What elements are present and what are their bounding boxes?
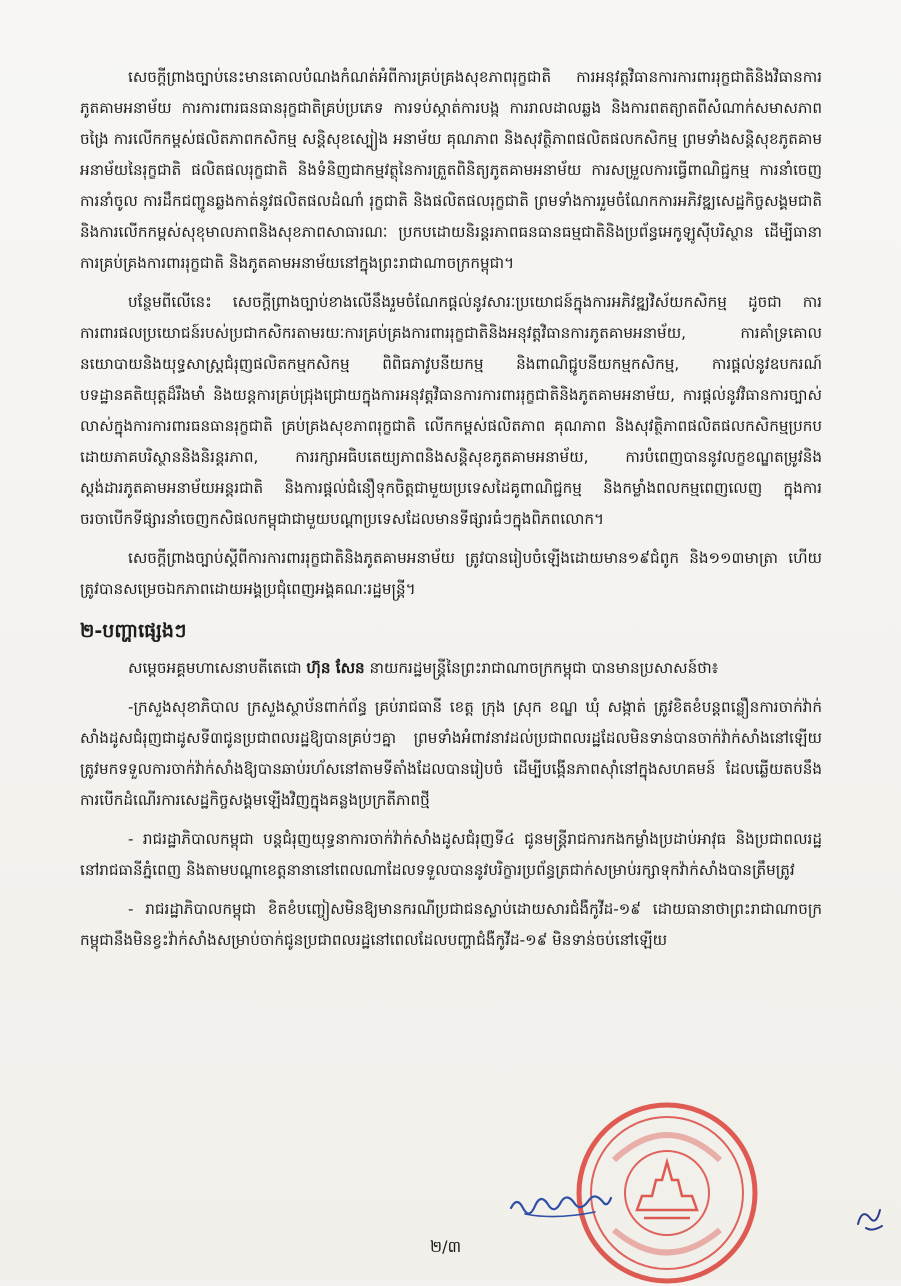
bullet-item: - រាជរដ្ឋាភិបាលកម្ពុជា បន្តជំរុញយុទ្ធនាការចាក់វ៉ាក់សាំងដូសជំរុញទី៤ ជូនមន្ត្រីរាជការកងកម្លាំងប្រដាប់អាវុធ និងប្រជាពលរដ្ឋនៅរាជធានីភ្នំពេញ និងតាមបណ្តាខេត្តនានានៅពេលណាដែលទទួលបាននូវបរិក្ខារប្រព័ន្ធត្រជាក់សម្រាប់រក្សាទុកវ៉ាក់សាំងបានត្រឹមត្រូវ [80, 830, 822, 879]
page-number: ២/៣ [430, 1237, 462, 1256]
paragraph-intro [80, 653, 822, 684]
signature-icon [505, 1178, 615, 1228]
prime-minister-name: ហ៊ុន សែន [306, 659, 365, 677]
paragraph-purpose: សេចក្តីព្រាងច្បាប់នេះមានគោលបំណងកំណត់អំពីការគ្រប់គ្រងសុខភាពរុក្ខជាតិ ការអនុវត្តវិធានការការពាររុក្ខជាតិនិងវិធានការភូតគាមអនាម័យ ការការពារធនធានរុក្ខជាតិគ្រប់ប្រភេទ ការទប់ស្កាត់ការបង្ក ការរាលដាលឆ្លង និងការពតត្យាតពីសំណាក់សមាសភាពចង្រៃ ការលើកកម្ពស់ផលិតភាពកសិកម្ម សន្តិសុខស្បៀង អនាម័យ គុណភាព និងសុវត្ថិភាពផលិតផលកសិកម្ម ព្រមទាំងសន្តិសុខភូតគាមអនាម័យនៃរុក្ខជាតិ ផលិតផលរុក្ខជាតិ និងទំនិញជាកម្មវត្ថុនៃការត្រួតពិនិត្យភូតគាមអនាម័យ ការសម្រួលការធ្វើពាណិជ្ជកម្ម ការនាំចេញ ការនាំចូល ការដឹកជញ្ជូនឆ្លងកាត់នូវផលិតផលដំណាំ រុក្ខជាតិ និងផលិតផលរុក្ខជាតិ ព្រមទាំងការរួមចំណែកការអភិវឌ្ឍសេដ្ឋកិច្ចសង្គមជាតិនិងការលើកកម្ពស់សុខុមាលភាពនិងសុខភាពសាធារណៈ ប្រកបដោយនិរន្តរភាពធនធានធម្មជាតិនិងប្រព័ន្ធអេកូឡូស៊ីបរិស្ថាន ដើម្បីធានាការគ្រប់គ្រងការពាររុក្ខជាតិ និងភូតគាមអនាម័យនៅក្នុងព្រះរាជាណាចក្រកម្ពុជា។ [80, 68, 822, 272]
bullet-item: - រាជរដ្ឋាភិបាលកម្ពុជា ខិតខំបញ្ចៀសមិនឱ្យមានករណីប្រជាជនស្លាប់ដោយសារជំងឺកូវីដ-១៩ ដោយធានាថាព្រះរាជាណាចក្រកម្ពុជានឹងមិនខ្វះវ៉ាក់សាំងសម្រាប់ចាក់ជូនប្រជាពលរដ្ឋនៅពេលដែលបញ្ហាជំងឺកូវីដ-១៩ មិនទាន់ចប់នៅឡើយ [80, 900, 822, 949]
intro-after: នាយករដ្ឋមន្ត្រីនៃព្រះរាជាណាចក្រកម្ពុជា បានមានប្រសាសន៍ថា៖ [369, 659, 719, 677]
initials-icon [852, 1196, 888, 1236]
section-heading: ២-បញ្ហាផ្សេងៗ [80, 620, 187, 642]
document-body [80, 62, 822, 964]
bullet-item: -ក្រសួងសុខាភិបាល ក្រសួងស្ថាប័នពាក់ព័ន្ធ គ្រប់រាជធានី ខេត្ត ក្រុង ស្រុក ខណ្ឌ ឃុំ សង្កាត់ ត្រូវខិតខំបន្តពន្លឿនការចាក់វ៉ាក់សាំងដូសជំរុញជាដូសទី៣ជូនប្រជាពលរដ្ឋឱ្យបានគ្រប់ៗគ្នា ព្រមទាំងអំពាវនាវដល់ប្រជាពលរដ្ឋដែលមិនទាន់បានចាក់វ៉ាក់សាំងនៅឡើយ ត្រូវមកទទួលការចាក់វ៉ាក់សាំងឱ្យបានឆាប់រហ័សនៅតាមទីតាំងដែលបានរៀបចំ ដើម្បីបង្កើនភាពស៊ាំនៅក្នុងសហគមន៍ ដែលឆ្លើយតបនឹងការបើកដំណើរការសេដ្ឋកិច្ចសង្គមឡើងវិញក្នុងគន្លងប្រក្រតីភាពថ្មី [80, 698, 822, 809]
intro-before: សម្តេចអគ្គមហាសេនាបតីតេជោ [128, 659, 302, 677]
paragraph-benefits: បន្ថែមពីលើនេះ សេចក្តីព្រាងច្បាប់ខាងលើនឹងរួមចំណែកផ្តល់នូវសារៈប្រយោជន៍ក្នុងការអភិវឌ្ឍវិស័យកសិកម្ម ដូចជា ការការពារផលប្រយោជន៍របស់ប្រជាកសិករតាមរយៈការគ្រប់គ្រងការពាររុក្ខជាតិនិងអនុវត្តវិធានការភូតគាមអនាម័យ, ការគាំទ្រគោលនយោបាយនិងយុទ្ធសាស្រ្តជំរុញផលិតកម្មកសិកម្ម ពិពិធភាវូបនីយកម្ម និងពាណិជ្ជូបនីយកម្មកសិកម្ម, ការផ្តល់នូវឧបករណ៍បទដ្ឋានគតិយុត្តដ៏រឹងមាំ និងយន្តការគ្រប់ជ្រុងជ្រោយក្នុងការអនុវត្តវិធានការការពាររុក្ខជាតិនិងភូតគាមអនាម័យ, ការផ្តល់នូវវិធានការច្បាស់លាស់ក្នុងការការពារធនធានរុក្ខជាតិ គ្រប់គ្រងសុខភាពរុក្ខជាតិ លើកកម្ពស់ផលិតភាព គុណភាព និងសុវត្ថិភាពផលិតផលកសិកម្មប្រកបដោយភាគបរិស្ថាននិងនិរន្តរភាព, ការរក្សាអធិបតេយ្យភាពនិងសន្តិសុខភូតគាមអនាម័យ, ការបំពេញបាននូវលក្ខខណ្ឌតម្រូវនិងស្តង់ដារភូតគាមអនាម័យអន្តរជាតិ និងការផ្តល់ជំនឿទុកចិត្តជាមួយប្រទេសដៃគូពាណិជ្ជកម្ម និងកម្លាំងពលកម្មពេញលេញ ក្នុងការចរចាបើកទីផ្សារនាំចេញកសិផលកម្ពុជាជាមួយបណ្តាប្រទេសដែលមានទីផ្សារធំៗក្នុងពិភពលោក។ [80, 293, 822, 528]
paragraph-structure: សេចក្តីព្រាងច្បាប់ស្តីពីការការពាររុក្ខជាតិនិងភូតគាមអនាម័យ ត្រូវបានរៀបចំឡើងដោយមាន១៩ជំពូក និង១១៣មាត្រា ហើយត្រូវបានសម្រេចឯកភាពដោយអង្គប្រជុំពេញអង្គគណៈរដ្ឋមន្ត្រី។ [80, 549, 822, 598]
